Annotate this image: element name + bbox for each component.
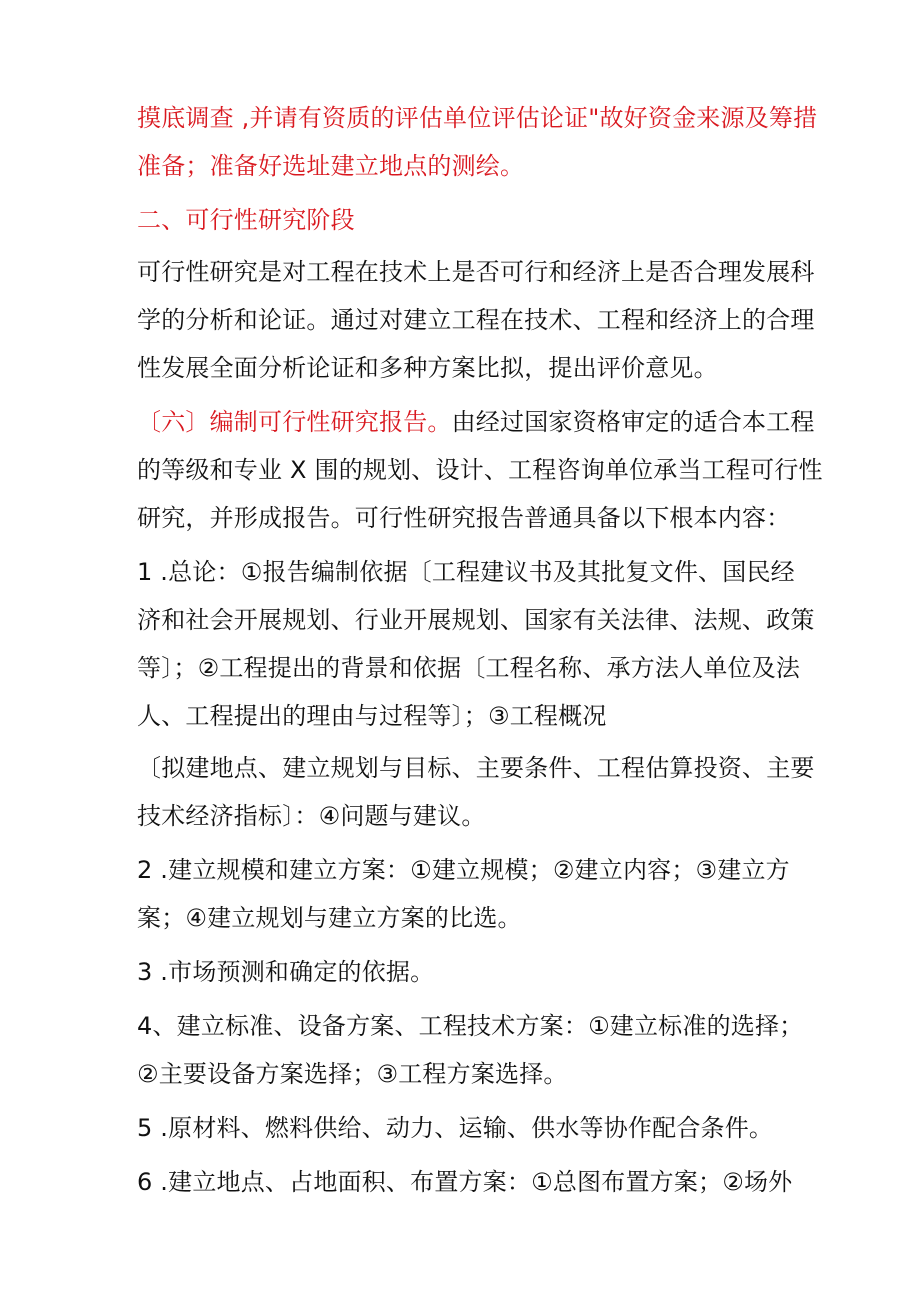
text-segment: 〔拟建地点、建立规划与目标、主要条件、工程估算投资、主要 <box>137 754 815 782</box>
paragraph <box>137 94 818 190</box>
paragraph <box>137 744 815 840</box>
text-segment: 摸底调查 ,并请有资质的评估单位评估论证"故好资金来源及筹措 <box>137 104 818 132</box>
text-line <box>137 248 815 296</box>
paragraph <box>137 1158 797 1206</box>
paragraph <box>137 948 797 996</box>
text-segment: 3 .市场预测和确定的依据。 <box>137 958 435 986</box>
text-line <box>137 846 797 894</box>
text-line <box>137 548 797 596</box>
text-segment: 二、可行性研究阶段 <box>137 206 355 234</box>
paragraph <box>137 846 797 942</box>
text-segment: 研究，并形成报告。可行性研究报告普通具备以下根本内容： <box>137 504 791 532</box>
text-line <box>137 1158 797 1206</box>
paragraph <box>137 548 815 740</box>
text-segment: 人、工程提出的理由与过程等〕；③工程概况 <box>137 702 607 730</box>
paragraph <box>137 248 815 392</box>
text-line <box>137 142 797 190</box>
text-line <box>137 344 797 392</box>
text-line <box>137 792 797 840</box>
paragraph <box>137 1002 804 1098</box>
text-segment: 5 .原材料、燃料供给、动力、运输、供水等协作配合条件。 <box>137 1114 774 1142</box>
text-line <box>137 446 823 494</box>
text-segment: 〔六〕编制可行性研究报告。 <box>137 408 452 436</box>
text-line <box>137 596 815 644</box>
text-line <box>137 494 797 542</box>
text-segment: 性发展全面分析论证和多种方案比拟，提出评价意见。 <box>137 354 718 382</box>
document-body <box>137 94 823 1206</box>
text-line <box>137 196 797 244</box>
text-line <box>137 94 818 142</box>
text-segment: 4、建立标准、设备方案、工程技术方案：①建立标准的选择； <box>137 1012 804 1040</box>
text-segment: 济和社会开展规划、行业开展规划、国家有关法律、法规、政策 <box>137 606 815 634</box>
text-segment: 2 .建立规模和建立方案：①建立规模；②建立内容；③建立方 <box>137 856 790 884</box>
text-line <box>137 398 815 446</box>
text-segment: ②主要设备方案选择；③工程方案选择。 <box>137 1060 568 1088</box>
text-segment: 可行性研究是对工程在技术上是否可行和经济上是否合理发展科 <box>137 258 815 286</box>
text-line <box>137 692 797 740</box>
text-line <box>137 1104 797 1152</box>
text-segment: 案；④建立规划与建立方案的比选。 <box>137 904 522 932</box>
section-heading <box>137 196 797 244</box>
text-segment: 技术经济指标〕：④问题与建议。 <box>137 802 486 830</box>
text-line <box>137 1050 797 1098</box>
text-line <box>137 1002 804 1050</box>
text-segment: 由经过国家资格审定的适合本工程 <box>451 408 815 436</box>
paragraph <box>137 1104 797 1152</box>
text-line <box>137 948 797 996</box>
text-segment: 学的分析和论证。通过对建立工程在技术、工程和经济上的合理 <box>137 306 815 334</box>
text-line <box>137 644 801 692</box>
text-segment: 等〕；②工程提出的背景和依据〔工程名称、承方法人单位及法 <box>137 654 801 682</box>
text-line <box>137 296 815 344</box>
text-segment: 的等级和专业 X 围的规划、设计、工程咨询单位承当工程可行性 <box>137 456 823 484</box>
text-segment: 6 .建立地点、占地面积、布置方案：①总图布置方案；②场外 <box>137 1168 793 1196</box>
text-line <box>137 744 815 792</box>
text-segment: 1 .总论：①报告编制依据〔工程建议书及其批复文件、国民经 <box>137 558 795 586</box>
text-segment: 准备；准备好选址建立地点的测绘。 <box>137 152 525 180</box>
paragraph <box>137 398 823 542</box>
text-line <box>137 894 797 942</box>
